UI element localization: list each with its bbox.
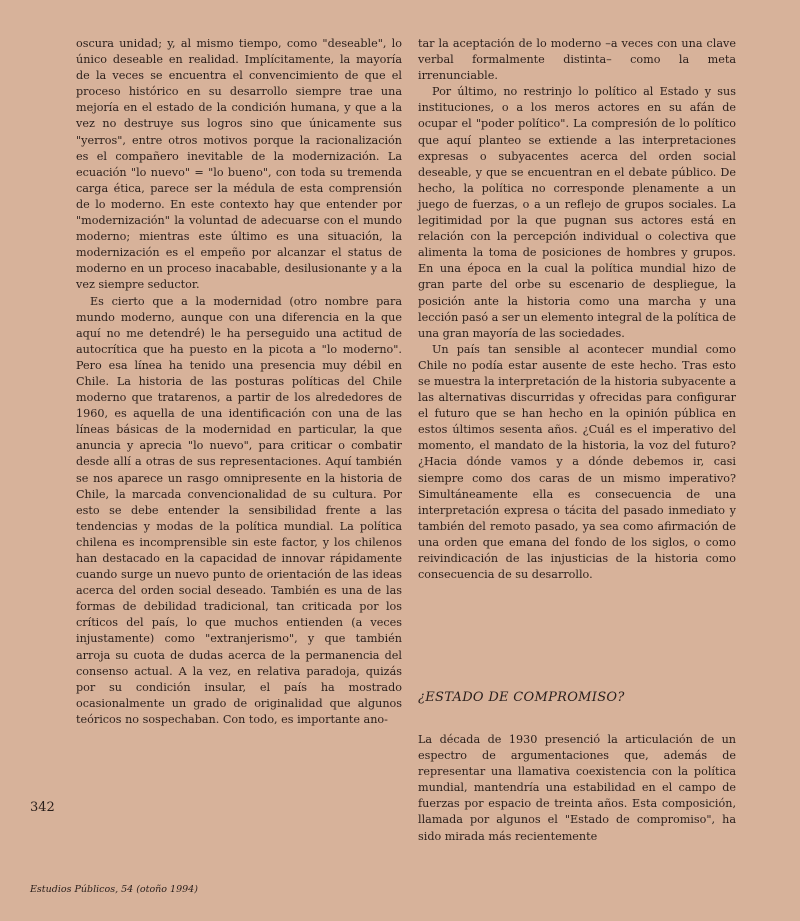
right-paragraph-3: Un país tan sensible al acontecer mundial como Chile no podía estar ausente de este hecho. Tras esto se muestra la interpretación de la historia subyacente a las alternativas discurridas y ofrecidas para configurar el futuro que se han hecho en la opinión pública en estos últimos sesenta años. ¿Cuál es el imperativo del momento, el mandato de la historia, la voz del futuro? ¿Hacia dónde vamos y a dónde debemos ir, casi siempre como dos caras de un mismo imperativo? Simultáneamente ella es consecuencia de una interpretación expresa o tácita del pasado inmediato y también del remoto pasado, ya sea como afirmación de una orden que emana del fondo de los siglos, o como reivindicación de las injusticias de la historia como consecuencia de su desarrollo.	[418, 342, 736, 582]
left-paragraph-1: oscura unidad; y, al mismo tiempo, como "deseable", lo único deseable en realidad. Implícitamente, la mayoría de la veces se encuentra el convencimiento de que el proceso histórico en su desarrollo siempre trae una mejoría en el estado de la condición humana, y que a la vez no destruye sus logros sino que únicamente sus "yerros", entre otros motivos porque la racionalización es el compañero inevitable de la modernización. La ecuación "lo nuevo" = "lo bueno", con toda su tremenda carga ética, parece ser la médula de esta comprensión de lo moderno. En este contexto hay que entender por "modernización" la voluntad de adecuarse con el mundo moderno; mientras este último es una situación, la modernización es el empeño por alcanzar el status de moderno en un proceso inacabable, desilusionante y a la vez siempre seductor.	[76, 37, 402, 292]
section-heading: ¿ESTADO DE COMPROMISO?	[418, 690, 625, 705]
left-column	[76, 36, 402, 728]
right-column	[418, 36, 736, 583]
section-paragraph: La década de 1930 presenció la articulación de un espectro de argumentaciones que, además de representar una llamativa coexistencia con la política mundial, mantendría una estabilidad en el campo de fuerzas por espacio de treinta años. Esta composición, llamada por algunos el "Estado de compromiso", ha sido mirada más recientemente	[418, 733, 736, 843]
footer-citation: Estudios Públicos, 54 (otoño 1994)	[30, 884, 198, 895]
page-number: 342	[30, 800, 55, 815]
section-body	[418, 732, 736, 845]
left-paragraph-2: Es cierto que a la modernidad (otro nombre para mundo moderno, aunque con una diferencia en la que aquí no me detendré) le ha perseguido una actitud de autocrítica que ha puesto en la picota a "lo moderno". Pero esa línea ha tenido una presencia muy débil en Chile. La historia de las posturas políticas del Chile moderno que tratarenos, a partir de los alrededores de 1960, es aquella de una identificación con una de las líneas básicas de la modernidad en particular, la que anuncia y aprecia "lo nuevo", para criticar o combatir desde allí a otras de sus representaciones. Aquí también se nos aparece un rasgo omnipresente en la historia de Chile, la marcada convencionalidad de su cultura. Por esto se debe entender la sensibilidad frente a las tendencias y modas de la política mundial. La política chilena es incomprensible sin este factor, y los chilenos han destacado en la capacidad de innovar rápidamente cuando surge un nuevo punto de orientación de las ideas acerca del orden social deseado. También es una de las formas de debilidad tradicional, tan criticada por los críticos del país, lo que muchos entienden (a veces injustamente) como "extranjerismo", y que también arroja su cuota de dudas acerca de la permanencia del consenso actual. A la vez, en relativa paradoja, quizás por su condición insular, el país ha mostrado ocasionalmente un grado de originalidad que algunos teóricos no sospechaban. Con todo, es importante ano-	[76, 294, 402, 726]
right-paragraph-2: Por último, no restrinjo lo político al Estado y sus instituciones, o a los meros actores en su afán de ocupar el "poder político". La compresión de lo político que aquí planteo se extiende a las interpretaciones expresas o subyacentes acerca del orden social deseable, y que se encuentran en el debate público. De hecho, la política no corresponde plenamente a un juego de fuerzas, o a un reflejo de grupos sociales. La legitimidad por la que pugnan sus actores está en relación con la percepción individual o colectiva que alimenta la toma de posiciones de hombres y grupos. En una época en la cual la política mundial hizo de gran parte del orbe su escenario de despliegue, la posición ante la historia como una marcha y una lección pasó a ser un elemento integral de la política de una gran mayoría de las sociedades.	[418, 85, 736, 340]
right-paragraph-1: tar la aceptación de lo moderno –a veces con una clave verbal formalmente distinta– como la meta irrenunciable.	[418, 37, 736, 83]
